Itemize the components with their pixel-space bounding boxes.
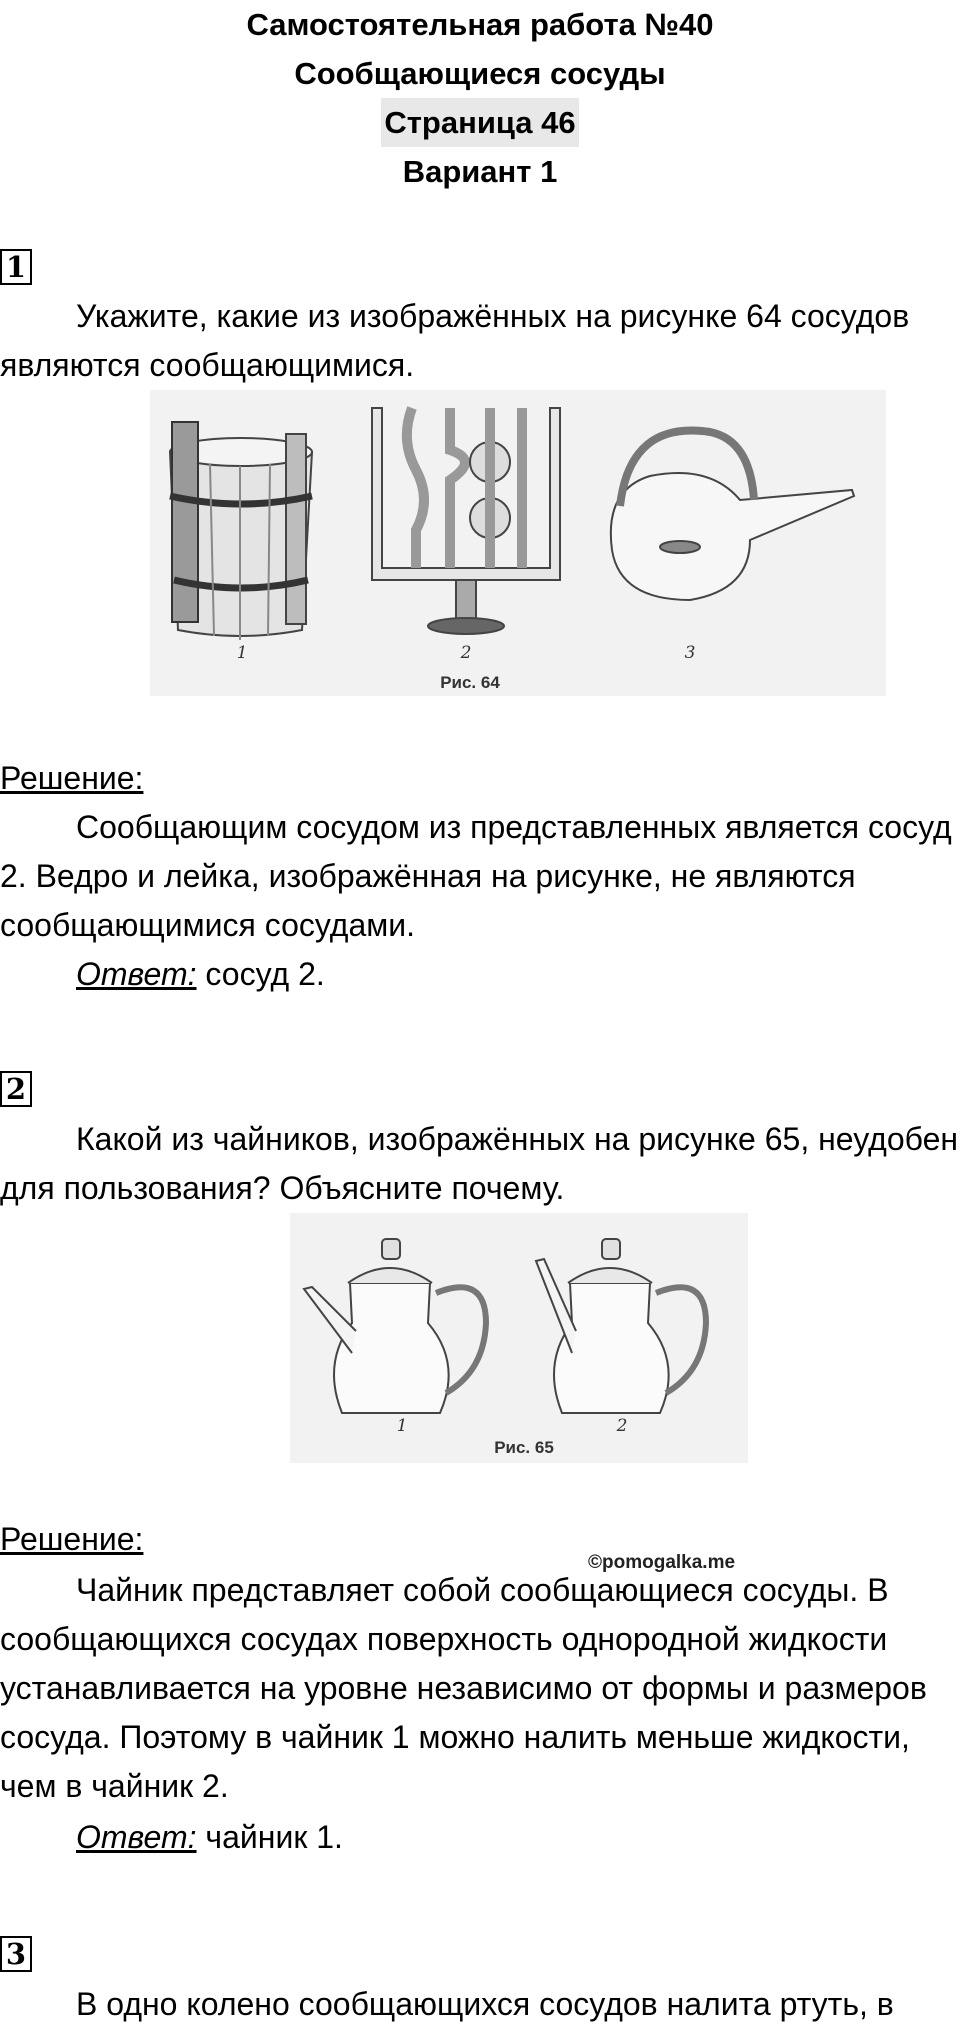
figure-65-caption: Рис. 65 xyxy=(494,1438,554,1457)
task-1-answer-label: Ответ: xyxy=(76,956,197,992)
figure-64-label-2: 2 xyxy=(460,643,472,663)
task-1-answer-text: сосуд 2. xyxy=(196,956,325,992)
task-1-question: Укажите, какие из изображённых на рисунке 64 сосудов являются сообщающимися. xyxy=(0,298,910,383)
page-number: Страница 46 xyxy=(381,98,578,147)
task-2-solution-text: Чайник представляет собой сообщающиеся сосуды. В сообщающихся сосудах поверхность однородной жидкости устанавливается на уровне независимо от формы и размеров сосуда. Поэтому в чайник 1 можно налить меньше жидкости, чем в чайник 2. xyxy=(0,1572,927,1804)
task-2-answer-label: Ответ: xyxy=(76,1819,197,1855)
task-2-solution-label: Решение: xyxy=(0,1521,144,1557)
task-2-answer-text: чайник 1. xyxy=(196,1819,343,1855)
figure-64 xyxy=(150,390,886,696)
task-2-question: Какой из чайников, изображённых на рисунке 65, неудобен для пользования? Объясните почему. xyxy=(0,1121,959,1206)
teapot-2-illustration xyxy=(536,1239,706,1413)
task-1-answer xyxy=(0,950,960,999)
communicating-vessels-illustration xyxy=(372,408,560,634)
task-2-answer xyxy=(0,1813,960,1862)
worksheet-subtitle: Сообщающиеся сосуды xyxy=(294,56,666,91)
figure-64-label-1: 1 xyxy=(236,643,248,663)
figure-64-drawing xyxy=(150,390,886,696)
figure-64-label-3: 3 xyxy=(684,643,696,663)
watering-can-illustration xyxy=(611,431,854,600)
figure-64-caption: Рис. 64 xyxy=(440,673,500,692)
task-3-question: В одно колено сообщающихся сосудов налита ртуть, в xyxy=(76,1986,894,2022)
figure-65-label-1: 1 xyxy=(396,1416,408,1436)
task-2-number: 2 xyxy=(0,1071,32,1107)
task-1-solution-text: Сообщающим сосудом из представленных является сосуд 2. Ведро и лейка, изображённая на рисунке, не являются сообщающимися сосудами. xyxy=(0,809,952,943)
worksheet-header xyxy=(0,0,960,196)
figure-65-drawing xyxy=(290,1213,748,1463)
task-1-number: 1 xyxy=(0,249,32,285)
figure-65 xyxy=(290,1213,748,1463)
task-3-number: 3 xyxy=(0,1936,32,1972)
worksheet-title: Самостоятельная работа №40 xyxy=(246,7,714,42)
figure-65-label-2: 2 xyxy=(616,1416,628,1436)
variant-label: Вариант 1 xyxy=(402,154,558,189)
bucket-illustration xyxy=(170,422,312,640)
teapot-1-illustration xyxy=(304,1239,486,1413)
task-1-solution-label: Решение: xyxy=(0,760,144,796)
watermark: ©pomogalka.me xyxy=(588,1552,736,1573)
